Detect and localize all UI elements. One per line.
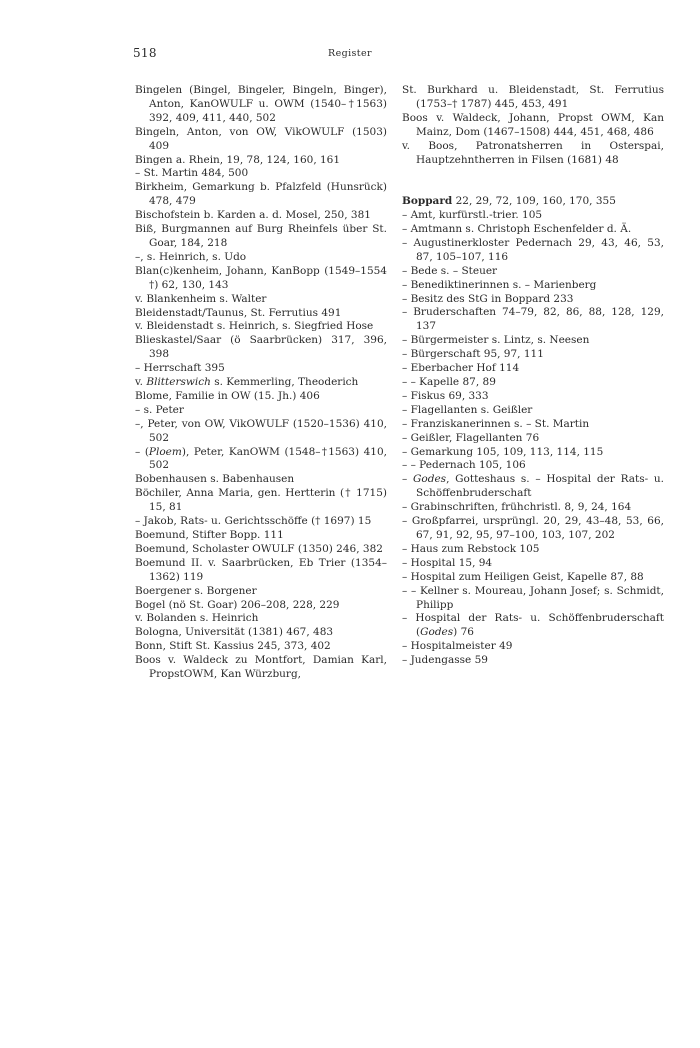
index-entry: Bingen a. Rhein, 19, 78, 124, 160, 161: [135, 153, 341, 166]
heading-word: Boppard: [402, 195, 453, 208]
index-entry: Blieskastel/Saar (ö Saarbrücken) 317, 396, 398: [135, 334, 387, 361]
index-entry: – St. Martin 484, 500: [135, 167, 249, 180]
index-group-boos: [402, 84, 664, 167]
index-entry: Boos v. Waldeck, Johann, Propst OWM, Kan Mainz, Dom (1467–1508) 444, 451, 468, 486: [402, 111, 664, 138]
index-entry: – – Kellner s. Moureau, Johann Josef; s. Schmidt, Philipp: [402, 584, 664, 611]
index-entry: – Jakob, Rats- u. Gerichtsschöffe († 1697) 15: [135, 515, 372, 528]
index-entry: – Gemarkung 105, 109, 113, 114, 115: [402, 445, 604, 458]
italic-term: Godes: [413, 473, 447, 486]
heading-pages: 22, 29, 72, 109, 160, 170, 355: [452, 195, 616, 208]
index-entry: Blome, Familie in OW (15. Jh.) 406: [135, 389, 320, 402]
index-group-boppard: [402, 209, 664, 668]
index-entry: – Bede s. – Steuer: [402, 264, 498, 277]
index-entry: – Herrschaft 395: [135, 362, 225, 375]
italic-term: Godes: [420, 626, 454, 639]
index-column-left: [135, 84, 387, 682]
index-entry: – (Ploem), Peter, KanOWM (1548–†1563) 410, 502: [135, 445, 387, 472]
index-entry: – s. Peter: [135, 403, 184, 416]
index-entry: Bleidenstadt/Taunus, St. Ferrutius 491: [135, 306, 342, 319]
index-entry: – Hospitalmeister 49: [402, 640, 513, 653]
index-entry: – Flagellanten s. Geißler: [402, 403, 533, 416]
index-entry: – Großpfarrei, ursprüngl. 20, 29, 43–48, 53, 66, 67, 91, 92, 95, 97–100, 103, 107, 202: [402, 515, 664, 541]
index-entry: v. Blitterswich s. Kemmerling, Theoderich: [135, 376, 359, 389]
index-entry: –, s. Heinrich, s. Udo: [135, 250, 247, 263]
index-entry: – Fiskus 69, 333: [402, 389, 489, 402]
index-entry: – Haus zum Rebstock 105: [402, 542, 540, 555]
index-entry: Bischofstein b. Karden a. d. Mosel, 250, 381: [135, 209, 371, 222]
index-entry: Blan(c)kenheim, Johann, KanBopp (1549–1554 †) 62, 130, 143: [135, 264, 387, 291]
index-entry: Boergener s. Borgener: [135, 584, 257, 597]
index-entry: – – Pedernach 105, 106: [402, 459, 526, 472]
index-entry: Bologna, Universität (1381) 467, 483: [135, 626, 334, 639]
index-entry: Biß, Burgmannen auf Burg Rheinfels über St. Goar, 184, 218: [135, 223, 387, 249]
index-entry: St. Burkhard u. Bleidenstadt, St. Ferrutius (1753–† 1787) 445, 453, 491: [402, 84, 664, 110]
index-entry: Birkheim, Gemarkung b. Pfalzfeld (Hunsrück) 478, 479: [135, 181, 387, 208]
index-entry: – Grabinschriften, frühchristl. 8, 9, 24, 164: [402, 501, 632, 514]
spacer: [402, 167, 664, 181]
index-entry: – Amt, kurfürstl.-trier. 105: [402, 209, 543, 222]
index-entry: Bogel (nö St. Goar) 206–208, 228, 229: [135, 598, 340, 611]
index-entry: – Augustinerkloster Pedernach 29, 43, 46, 53, 87, 105–107, 116: [402, 236, 664, 263]
index-entry: – Godes, Gotteshaus s. – Hospital der Rats- u. Schöffenbruderschaft: [402, 473, 664, 500]
index-entry: Bobenhausen s. Babenhausen: [135, 473, 295, 486]
italic-term: Ploem: [148, 445, 182, 458]
index-entry: Bonn, Stift St. Kassius 245, 373, 402: [135, 640, 331, 653]
index-entry: v. Bolanden s. Heinrich: [135, 612, 259, 625]
index-entry: – Franziskanerinnen s. – St. Martin: [402, 417, 590, 430]
page-number: 518: [133, 46, 157, 60]
index-entry: – Benediktinerinnen s. – Marienberg: [402, 278, 597, 291]
index-entry: v. Bleidenstadt s. Heinrich, s. Siegfried Hose: [135, 320, 374, 333]
index-entry: Boemund, Scholaster OWULF (1350) 246, 382: [135, 542, 383, 555]
index-entry: – Hospital zum Heiligen Geist, Kapelle 87, 88: [402, 570, 644, 583]
index-entry: – Judengasse 59: [402, 654, 488, 667]
index-entry: – Geißler, Flagellanten 76: [402, 431, 540, 444]
index-entry: – Hospital der Rats- u. Schöffenbruderschaft (Godes) 76: [402, 612, 664, 639]
index-entry: – Hospital 15, 94: [402, 556, 493, 569]
index-column-right: [402, 84, 664, 668]
index-entry: Böchiler, Anna Maria, gen. Hertterin († 1715) 15, 81: [135, 487, 387, 514]
spacer: [402, 181, 664, 195]
index-entry: Bingeln, Anton, von OW, VikOWULF (1503) 409: [135, 125, 387, 152]
index-entry: –, Peter, von OW, VikOWULF (1520–1536) 410, 502: [135, 417, 387, 444]
index-entry-heading-boppard: [402, 195, 664, 209]
index-entry: Boos v. Waldeck zu Montfort, Damian Karl, PropstOWM, Kan Würzburg,: [135, 654, 387, 681]
index-entry: – Bürgerschaft 95, 97, 111: [402, 348, 544, 361]
index-entry: – Eberbacher Hof 114: [402, 362, 520, 375]
italic-term: Blitterswich: [146, 376, 211, 389]
index-entry: – Bürgermeister s. Lintz, s. Neesen: [402, 334, 590, 347]
index-entry: v. Blankenheim s. Walter: [135, 292, 267, 305]
index-entry: – Besitz des StG in Boppard 233: [402, 292, 574, 305]
index-entry: Bingelen (Bingel, Bingeler, Bingeln, Binger), Anton, KanOWULF u. OWM (1540–†1563) 392, 409, 411, 440, 502: [135, 84, 387, 124]
index-entry: – Amtmann s. Christoph Eschenfelder d. Ä.: [402, 223, 632, 236]
index-entry: – – Kapelle 87, 89: [402, 376, 496, 388]
index-entry: – Bruderschaften 74–79, 82, 86, 88, 128, 129, 137: [402, 306, 664, 333]
index-entry: Boemund, Stifter Bopp. 111: [135, 529, 284, 541]
index-entry: Boemund II. v. Saarbrücken, Eb Trier (1354–1362) 119: [135, 556, 387, 583]
running-head: Register: [328, 48, 372, 59]
index-entry: v. Boos, Patronatsherren in Osterspai, Hauptzehntherren in Filsen (1681) 48: [402, 139, 664, 166]
